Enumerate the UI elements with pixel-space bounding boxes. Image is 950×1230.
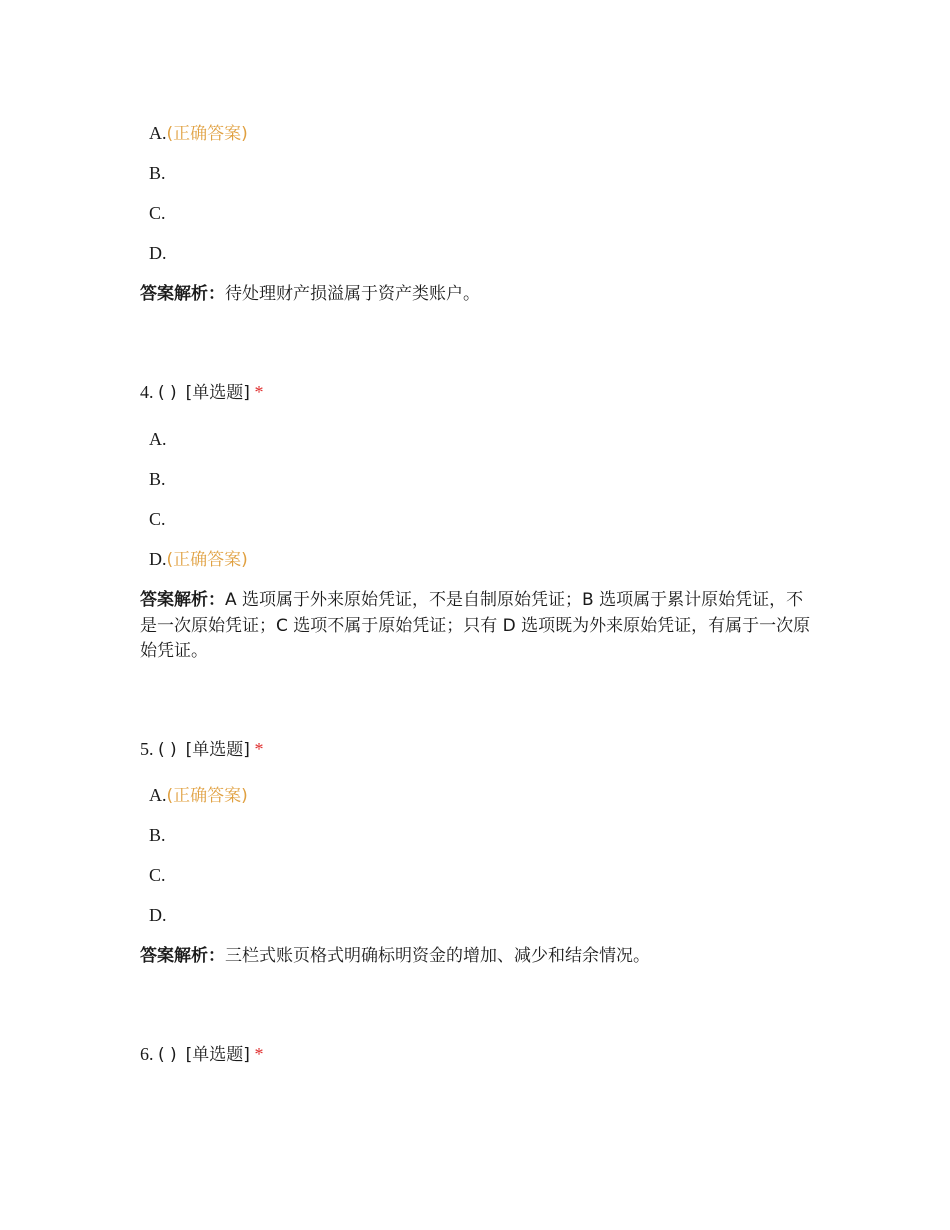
q4-explanation-text: A 选项属于外来原始凭证，不是自制原始凭证；B 选项属于累计原始凭证，不是一次原始凭证；C 选项不属于原始凭证；只有 D 选项既为外来原始凭证，有属于一次原始凭证。 [140,590,811,661]
q3-explanation-text: 待处理财产损溢属于资产类账户。 [225,284,480,304]
q3-option-d [149,241,167,265]
q3-explanation [140,281,820,307]
q4-title [140,380,263,405]
q4-option-a-label: A. [149,429,167,449]
q3-option-b-label: B. [149,163,166,183]
q4-blank: ( ) [158,383,177,403]
q5-option-d-label: D. [149,905,167,925]
q3-option-c-label: C. [149,203,166,223]
q4-option-b-label: B. [149,469,166,489]
q5-number: 5. [140,739,154,759]
q5-option-a [149,783,248,808]
q5-blank: ( ) [158,740,177,760]
q5-type: [单选题] [185,740,250,760]
q5-explanation [140,943,820,969]
q6-required-mark: * [254,1044,264,1064]
q5-title [140,737,263,762]
q4-correct-answer-tag: (正确答案) [166,550,248,570]
q5-required-mark: * [254,739,264,759]
q4-option-b [149,467,166,491]
q5-explanation-text: 三栏式账页格式明确标明资金的增加、减少和结余情况。 [225,946,650,966]
q4-required-mark: * [254,382,264,402]
q4-option-d-label: D. [149,549,167,569]
q6-title [140,1042,263,1067]
q4-number: 4. [140,382,154,402]
q4-option-c [149,507,166,531]
q4-option-a [149,427,167,451]
q3-option-b [149,161,166,185]
q3-explanation-label: 答案解析： [140,284,225,304]
q5-option-b-label: B. [149,825,166,845]
q4-explanation-label: 答案解析： [140,590,225,610]
q5-explanation-label: 答案解析： [140,946,225,966]
q4-explanation [140,587,820,664]
q5-option-b [149,823,166,847]
q3-option-c [149,201,166,225]
q6-number: 6. [140,1044,154,1064]
q5-option-a-label: A. [149,785,167,805]
q3-correct-answer-tag: (正确答案) [166,124,248,144]
q6-type: [单选题] [185,1045,250,1065]
q4-option-c-label: C. [149,509,166,529]
q5-option-c [149,863,166,887]
q4-option-d [149,547,248,572]
q5-option-c-label: C. [149,865,166,885]
q5-option-d [149,903,167,927]
q4-type: [单选题] [185,383,250,403]
q5-correct-answer-tag: (正确答案) [166,786,248,806]
q3-option-d-label: D. [149,243,167,263]
q3-option-a-label: A. [149,123,167,143]
q3-option-a [149,121,248,146]
q6-blank: ( ) [158,1045,177,1065]
